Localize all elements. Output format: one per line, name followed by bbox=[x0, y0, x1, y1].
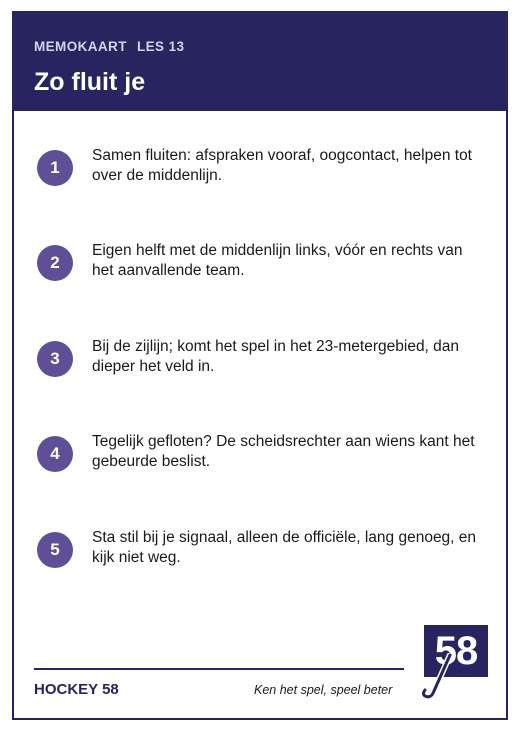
brand-name: HOCKEY 58 bbox=[34, 681, 119, 698]
logo-badge: 58 bbox=[424, 625, 488, 677]
card-kicker bbox=[34, 39, 190, 54]
item-number-badge: 4 bbox=[37, 436, 73, 472]
tagline: Ken het spel, speel beter bbox=[254, 683, 393, 697]
item-text: Eigen helft met de middenlijn links, vóór en rechts van het aanvallende team. bbox=[92, 242, 463, 279]
item-number-badge: 1 bbox=[37, 150, 73, 186]
item-number-badge: 2 bbox=[37, 245, 73, 281]
lesson-label: LES 13 bbox=[137, 39, 185, 54]
item-text: Samen fluiten: afspraken vooraf, oogcontact, helpen tot over de middenlijn. bbox=[92, 147, 472, 184]
item-text: Tegelijk gefloten? De scheidsrechter aan wiens kant het gebeurde beslist. bbox=[92, 433, 475, 470]
kicker-label: MEMOKAART bbox=[34, 39, 127, 54]
item-number-badge: 5 bbox=[37, 532, 73, 568]
card-header bbox=[14, 13, 506, 111]
footer-divider bbox=[34, 668, 404, 670]
page-title: Zo fluit je bbox=[34, 68, 146, 96]
memo-card bbox=[12, 11, 508, 720]
item-text: Sta stil bij je signaal, alleen de officiële, lang genoeg, en kijk niet weg. bbox=[92, 529, 477, 566]
item-text: Bij de zijlijn; komt het spel in het 23-metergebied, dan dieper het veld in. bbox=[92, 338, 460, 375]
hockey-stick-icon bbox=[420, 653, 460, 703]
item-number-badge: 3 bbox=[37, 341, 73, 377]
